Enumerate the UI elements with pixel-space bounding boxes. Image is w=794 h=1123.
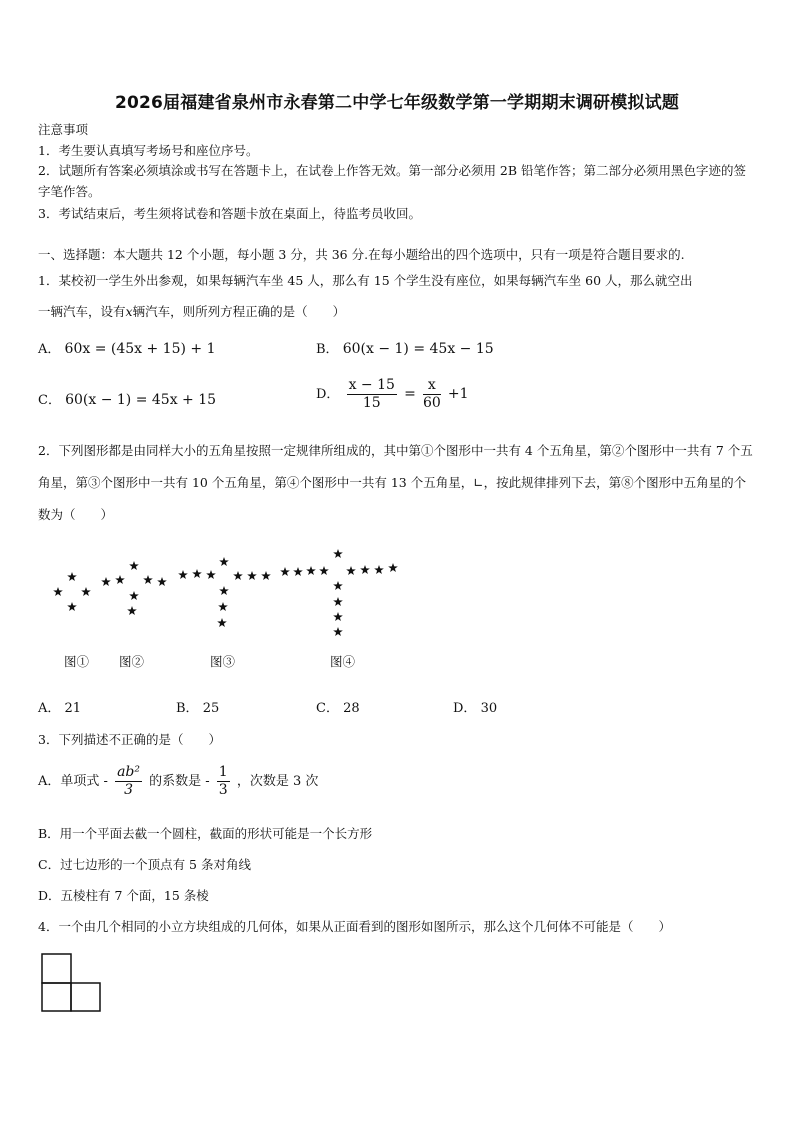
figure-2-stars [101,561,167,615]
q1-option-d-equals: = [404,386,416,402]
star [53,587,63,596]
q3-option-a-pre: A．单项式 - [38,774,108,789]
q3-option-d[interactable]: D．五棱柱有 7 个面，15 条棱 [38,888,209,903]
q2-option-b-value: 25 [202,701,220,716]
star [261,571,271,580]
q3-option-a-fraction-2 [217,764,230,799]
q1-stem-line1: 1．某校初一学生外出参观，如果每辆汽车坐 45 人，那么有 15 个学生没有座位，如果每辆汽车坐 60 人，那么就空出 [38,273,693,288]
star [67,602,77,611]
star [293,567,303,576]
star [360,565,370,574]
star [319,566,329,575]
q2-option-d-value: 30 [480,701,498,716]
q1-option-a-label: A． [38,342,61,357]
q2-option-b[interactable] [176,697,219,716]
star [333,549,343,558]
q3-option-a-num-2: 1 [218,764,228,780]
star [206,570,216,579]
star [115,575,125,584]
figure-label-1: 图① [64,654,90,669]
notice-heading: 注意事项 [38,122,89,137]
star [218,602,228,611]
star [233,571,243,580]
q1-stem-text-b: 辆汽车，则所列方程正确的是（ ） [132,304,346,319]
q1-stem-text-a: 一辆汽车，设有 [38,304,126,319]
cube-square [71,983,100,1011]
q2-option-a-label: A． [38,701,61,716]
q1-option-d-den-2: 60 [422,395,441,411]
cube-square [42,954,71,983]
q3-option-c[interactable]: C．过七边形的一个顶点有 5 条对角线 [38,857,251,872]
figure-1-stars [53,572,91,611]
q1-option-d-label: D． [316,387,340,402]
star [333,612,343,621]
q3-option-b[interactable]: B．用一个平面去截一个圆柱，截面的形状可能是一个长方形 [38,826,373,841]
q1-option-c[interactable] [38,389,216,408]
q4-stem: 4．一个由几个相同的小立方块组成的几何体，如果从正面看到的图形如图所示，那么这个几何体不可能是（ ） [38,919,671,934]
star [388,563,398,572]
star [217,618,227,627]
notice-item-2: 2．试题所有答案必须填涂或书写在答题卡上，在试卷上作答无效。第一部分必须用 2B 铅笔作答；第二部分必须用黑色字迹的签字笔作答。 [38,163,747,199]
figure-4-stars [280,549,398,636]
star [333,597,343,606]
q1-option-d-den-1: 15 [362,395,381,411]
star [129,561,139,570]
star [101,577,111,586]
star [127,606,137,615]
q1-variable: x [125,304,133,319]
star [247,571,257,580]
star [219,557,229,566]
q1-option-d[interactable] [316,377,469,412]
star [143,575,153,584]
figure-label-2: 图② [119,654,145,669]
figure-label-4: 图④ [330,654,356,669]
star [333,627,343,636]
q3-option-a-den-1: 3 [124,782,133,798]
q2-option-a[interactable] [38,697,81,716]
q1-option-b-expr: 60(x − 1) = 45x − 15 [342,341,494,357]
q4-front-view-figure [40,953,104,1013]
q1-option-d-fraction-1 [347,377,397,412]
figure-label-3: 图③ [210,654,236,669]
q1-option-c-expr: 60(x − 1) = 45x + 15 [65,392,217,408]
q1-stem-line2 [38,302,345,320]
star [157,577,167,586]
q2-option-c-value: 28 [343,701,360,716]
q1-option-b[interactable] [316,338,494,357]
exam-title: 2026届福建省泉州市永春第二中学七年级数学第一学期期末调研模拟试题 [114,93,680,113]
q3-option-a-fraction-1 [115,764,142,799]
cube-square [42,983,71,1011]
q3-option-a-den-2: 3 [218,782,228,798]
q1-option-d-tail: +1 [447,386,469,402]
q1-option-b-label: B． [316,342,339,357]
q1-option-c-label: C． [38,393,61,408]
q1-option-d-num-1: x − 15 [348,377,395,393]
star [192,569,202,578]
notice-item-1: 1．考生要认真填写考场号和座位序号。 [38,143,259,158]
star [280,567,290,576]
star [333,581,343,590]
q2-option-b-label: B． [176,701,199,716]
q2-option-c-label: C． [316,701,339,716]
star [129,591,139,600]
q2-option-c[interactable] [316,697,360,716]
q3-option-a-num-1: ab² [117,764,140,780]
q2-stem: 2．下列图形都是由同样大小的五角星按照一定规律所组成的，其中第①个图形中一共有 4 个五角星，第②个图形中一共有 7 个五角星，第③个图形中一共有 10 个五角星，第④个图形中一共有 13 个五角星，∟，按此规律排列下去，第⑧个图形中五角星的个数为（ ） [38,443,753,522]
q2-star-figures [40,540,420,650]
q2-option-d-label: D． [453,701,477,716]
q3-stem: 3．下列描述不正确的是（ ） [38,732,221,747]
star [81,587,91,596]
q1-option-d-num-2: x [423,377,441,395]
star [178,570,188,579]
q2-option-d[interactable] [453,697,497,716]
q2-option-a-value: 21 [64,701,82,716]
q1-option-a-expr: 60x = (45x + 15) + 1 [64,341,216,357]
q3-option-a-post: ，次数是 3 次 [236,774,319,789]
q3-option-a[interactable] [38,764,318,799]
figure-3-stars [178,557,271,627]
star [219,586,229,595]
q1-option-d-fraction-2 [423,377,441,412]
star [67,572,77,581]
star [374,565,384,574]
star [346,566,356,575]
notice-item-3: 3．考试结束后，考生须将试卷和答题卡放在桌面上，待监考员收回。 [38,206,421,221]
q3-option-a-mid: 的系数是 - [149,774,210,789]
section-heading: 一、选择题：本大题共 12 个小题，每小题 3 分，共 36 分.在每小题给出的四个选项中，只有一项是符合题目要求的. [38,247,685,262]
star [306,566,316,575]
q1-option-a[interactable] [38,338,216,357]
